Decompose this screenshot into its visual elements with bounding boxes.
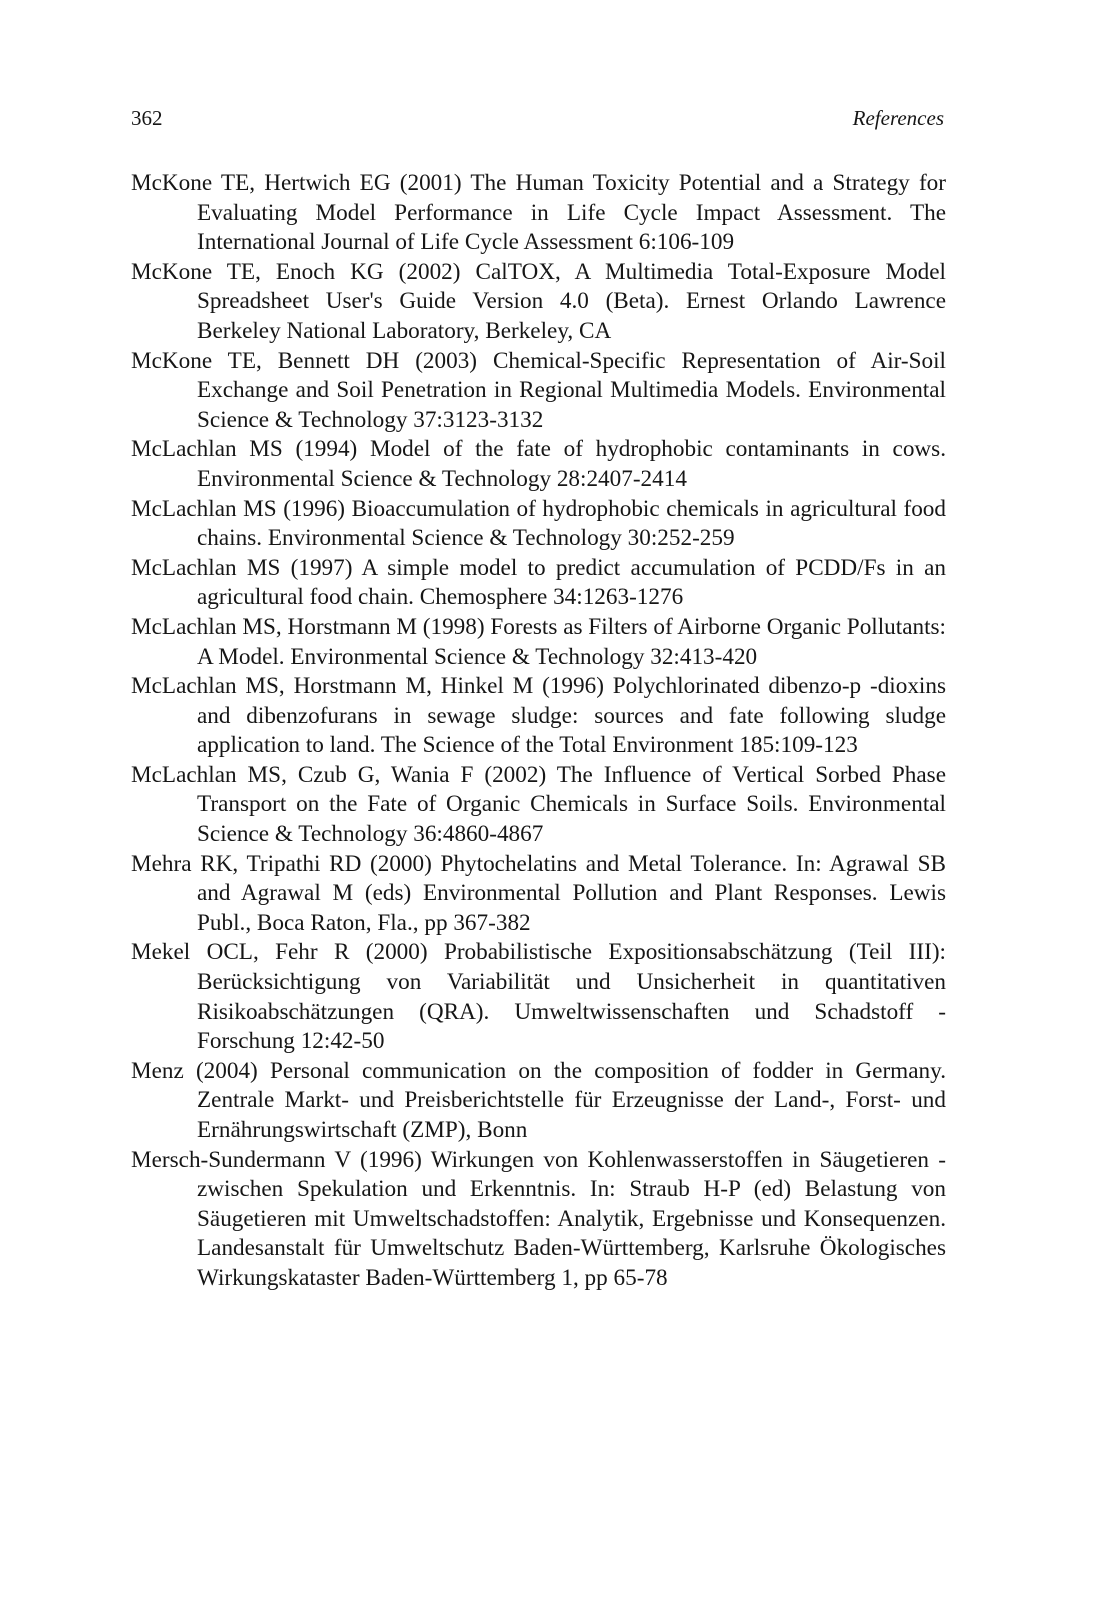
reference-entry: McLachlan MS, Horstmann M (1998) Forests as Filters of Airborne Organic Pollutants: A Model. Environmental Science & Technology 32:413-420 [131, 613, 946, 670]
reference-entry: McKone TE, Hertwich EG (2001) The Human Toxicity Potential and a Strategy for Evaluating Model Performance in Life Cycle Impact Assessment. The International Journal of Life Cycle Assessment 6:106-109 [131, 170, 946, 256]
reference-list [131, 169, 946, 1294]
running-head: References [852, 106, 944, 130]
reference-entry: McKone TE, Bennett DH (2003) Chemical-Specific Representation of Air-Soil Exchange and Soil Penetration in Regional Multimedia Models. Environmental Science & Technology 37:3123-3132 [131, 347, 946, 433]
reference-entry: Mehra RK, Tripathi RD (2000) Phytochelatins and Metal Tolerance. In: Agrawal SB and Agrawal M (eds) Environmental Pollution and Plant Responses. Lewis Publ., Boca Raton, Fla., pp 367-382 [131, 850, 946, 936]
reference-entry: Mersch-Sundermann V (1996) Wirkungen von Kohlenwasserstoffen in Säugetieren - zwischen Spekulation und Erkenntnis. In: Straub H-P (ed) Belastung von Säugetieren mit Umweltschadstoffen: Analytik, Ergebnisse und Konsequenzen. Landesanstalt für Umweltschutz Baden-Württemberg, Karlsruhe Ökologisches Wirkungskataster Baden-Württemberg 1, pp 65-78 [131, 1146, 946, 1291]
reference-entry: McLachlan MS, Czub G, Wania F (2002) The Influence of Vertical Sorbed Phase Transport on the Fate of Organic Chemicals in Surface Soils. Environmental Science & Technology 36:4860-4867 [131, 761, 946, 848]
page-header [131, 106, 944, 136]
reference-entry: McKone TE, Enoch KG (2002) CalTOX, A Multimedia Total-Exposure Model Spreadsheet User's Guide Version 4.0 (Beta). Ernest Orlando Lawrence Berkeley National Laboratory, Berkeley, CA [131, 258, 946, 344]
reference-entry: McLachlan MS, Horstmann M, Hinkel M (1996) Polychlorinated dibenzo-p -dioxins and dibenzofurans in sewage sludge: sources and fate following sludge application to land. The Science of the Total Environment 185:109-123 [131, 673, 946, 759]
reference-entry: McLachlan MS (1994) Model of the fate of hydrophobic contaminants in cows. Environmental Science & Technology 28:2407-2414 [131, 436, 946, 492]
reference-entry: McLachlan MS (1996) Bioaccumulation of hydrophobic chemicals in agricultural food chains. Environmental Science & Technology 30:252-259 [131, 495, 946, 552]
reference-entry: McLachlan MS (1997) A simple model to predict accumulation of PCDD/Fs in an agricultural food chain. Chemosphere 34:1263-1276 [131, 554, 946, 611]
page-number: 362 [131, 106, 163, 130]
reference-entry: Menz (2004) Personal communication on the composition of fodder in Germany. Zentrale Markt- und Preisberichtstelle für Erzeugnisse der Land-, Forst- und Ernährungswirtschaft (ZMP), Bonn [131, 1057, 946, 1143]
reference-entry: Mekel OCL, Fehr R (2000) Probabilistische Expositionsabschätzung (Teil III): Berücksichtigung von Variabilität und Unsicherheit in quantitativen Risikoabschätzungen (QRA). Umweltwissenschaften und Schadstoff - Forschung 12:42-50 [131, 939, 946, 1055]
